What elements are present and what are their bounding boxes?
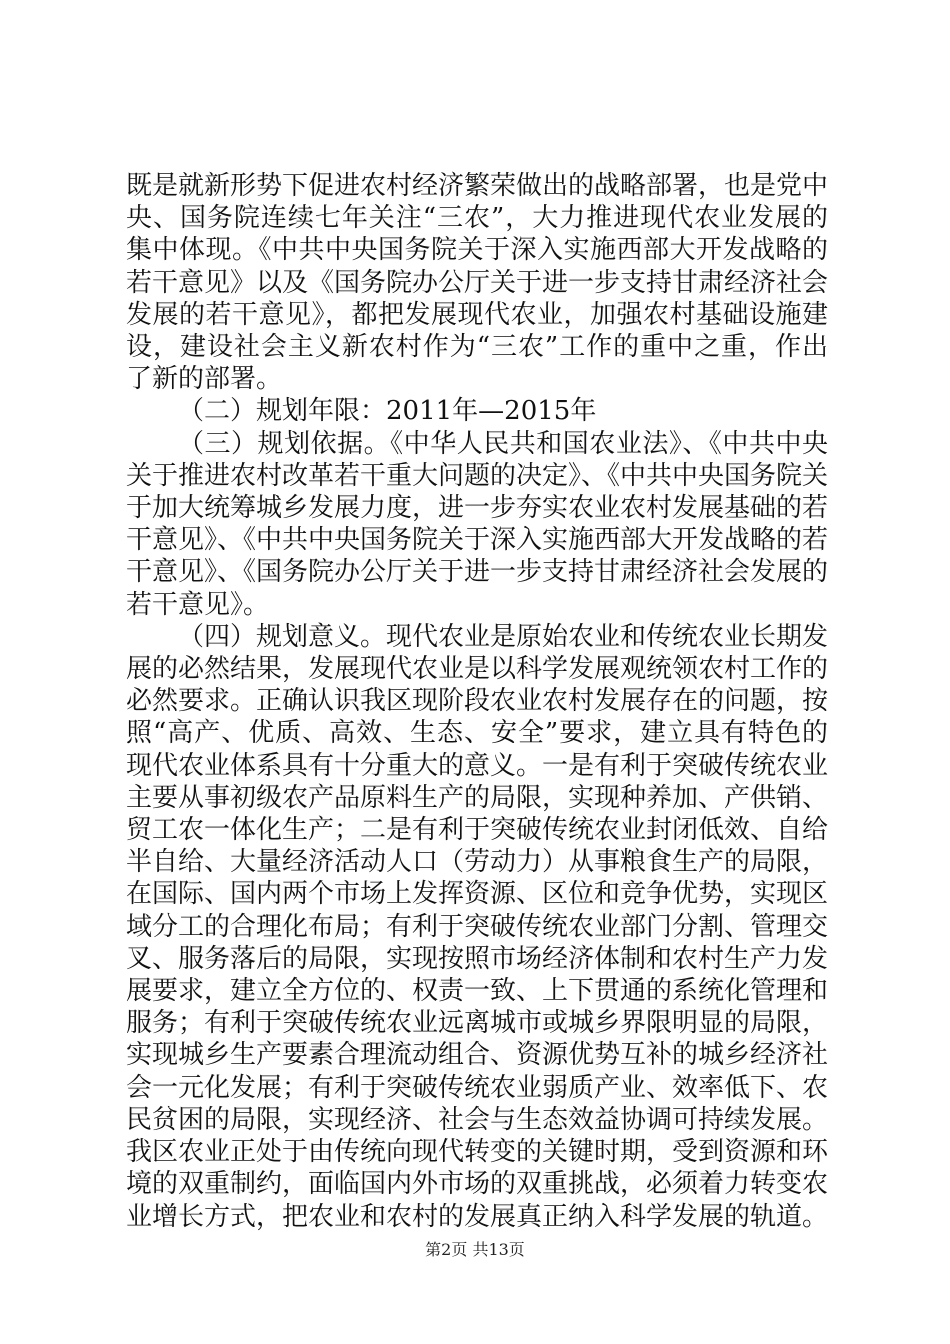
paragraph-planning-significance: （四）规划意义。现代农业是原始农业和传统农业长期发展的必然结果，发展现代农业是以科学发展观统领农村工作的必然要求。正确认识我区现阶段农业农村发展存在的问题，按照“高产、优质、高效、生态、安全”要求，建立具有特色的现代农业体系具有十分重大的意义。一是有利于突破传统农业主要从事初级农产品原料生产的局限，实现种养加、产供销、贸工农一体化生产；二是有利于突破传统农业封闭低效、自给半自给、大量经济活动人口（劳动力）从事粮食生产的局限，在国际、国内两个市场上发挥资源、区位和竞争优势，实现区域分工的合理化布局；有利于突破传统农业部门分割、管理交叉、服务落后的局限，实现按照市场经济体制和农村生产力发展要求，建立全方位的、权责一致、上下贯通的系统化管理和服务；有利于突破传统农业远离城市或城乡界限明显的局限，实现城乡生产要素合理流动组合、资源优势互补的城乡经济社会一元化发展；有利于突破传统农业弱质产业、效率低下、农民贫困的局限，实现经济、社会与生态效益协调可持续发展。我区农业正处于由传统向现代转变的关键时期，受到资源和环境的双重制约，面临国内外市场的双重挑战，必须着力转变农业增长方式，把农业和农村的发展真正纳入科学发展的轨道。 — [126, 621, 829, 1232]
paragraph-planning-period: （二）规划年限：2011年—2015年 — [178, 396, 597, 427]
paragraph-planning-basis: （三）规划依据。《中华人民共和国农业法》、《中共中央关于推进农村改革若干重大问题的决定》、《中共中央国务院关于加大统筹城乡发展力度，进一步夯实农业农村发展基础的若干意见》、《中共中央国务院关于深入实施西部大开发战略的若干意见》、《国务院办公厅关于进一步支持甘肃经济社会发展的若干意见》。 — [126, 428, 829, 620]
paragraph-continuation: 既是就新形势下促进农村经济繁荣做出的战略部署，也是党中央、国务院连续七年关注“三农”，大力推进现代农业发展的集中体现。《中共中央国务院关于深入实施西部大开发战略的若干意见》以及《国务院办公厅关于进一步支持甘肃经济社会发展的若干意见》，都把发展现代农业，加强农村基础设施建设，建设社会主义新农村作为“三农”工作的重中之重，作出了新的部署。 — [126, 171, 829, 395]
document-body — [126, 170, 828, 1233]
page-footer: 第2页 共13页 — [425, 1240, 525, 1259]
